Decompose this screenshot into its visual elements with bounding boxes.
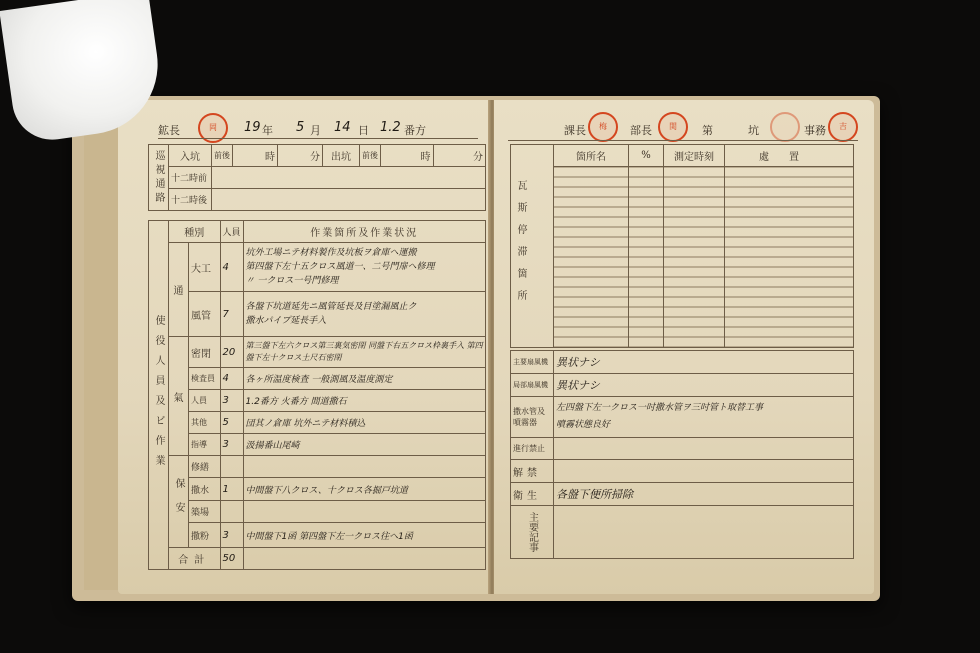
no-entry-label: 進行禁止 <box>511 438 554 460</box>
patrol-row-before-noon: 十二時前 <box>169 167 212 189</box>
worker-work <box>243 501 485 523</box>
gas-time-lines <box>664 167 725 348</box>
worker-type: 人員 <box>189 390 221 412</box>
shift-value: 1.2 <box>380 120 401 135</box>
before-after-exit: 前後 <box>360 145 381 167</box>
before-after-enter: 前後 <box>212 145 233 167</box>
enter-label: 入坑 <box>169 145 212 167</box>
workers-table <box>148 220 486 570</box>
dept-chief-label: 部長 <box>630 124 652 137</box>
worker-type: 検査員 <box>189 368 221 390</box>
worker-type: 密閉 <box>189 337 221 368</box>
patrol-table <box>148 144 486 211</box>
worker-work: 各盤下坑道延先ニ風管延長及目塗漏風止ク 撒水パイプ延長手入 <box>243 292 485 337</box>
worker-count: 4 <box>220 243 243 292</box>
worker-work <box>243 456 485 478</box>
chief-label: 鉱長 <box>158 124 180 137</box>
no-entry-value <box>554 438 854 460</box>
chief-seal: 岡 <box>198 113 228 143</box>
day-unit: 日 <box>358 124 369 137</box>
minute-label-exit: 分 <box>433 145 486 167</box>
exit-label: 出坑 <box>323 145 360 167</box>
worker-work: 第三盤下左六クロス第三裏気密閉 同盤下右五クロス枠裏手入 第四盤下左十クロス土尺石密閉 <box>243 337 485 368</box>
sprinkler-label: 撒水管及噴霧器 <box>511 397 554 438</box>
worker-work: 団其ノ倉庫 坑外ニテ材料積込 <box>243 412 485 434</box>
worker-count: 3 <box>220 434 243 456</box>
patrol-section-label: 巡視通路 <box>149 145 169 211</box>
worker-type: 撒水 <box>189 478 221 501</box>
col-count-header: 人員 <box>220 221 243 243</box>
lifted-value <box>554 460 854 483</box>
hour-label-exit: 時 <box>381 145 434 167</box>
worker-count: 3 <box>220 523 243 548</box>
office-label: 事務 <box>804 124 826 137</box>
hygiene-value: 各盤下便所掃除 <box>554 483 854 506</box>
gas-table <box>510 144 854 348</box>
col-action-header: 處置 <box>725 145 854 167</box>
worker-count <box>220 456 243 478</box>
year-unit: 年 <box>262 124 273 137</box>
lifted-label: 解禁 <box>511 460 554 483</box>
office-seal: 吉 <box>828 112 858 142</box>
worker-work: 中間盤下八クロス、十クロス各掘戸坑道 <box>243 478 485 501</box>
col-work-header: 作業箇所及作業状況 <box>243 221 485 243</box>
col-type-header: 種別 <box>169 221 221 243</box>
group-normal: 通 <box>169 243 189 337</box>
worker-work: 中間盤下1函 第四盤下左一クロス往ヘ1函 <box>243 523 485 548</box>
main-notes-label: 主要記事 <box>511 506 554 559</box>
local-fan-value: 異状ナシ <box>554 374 854 397</box>
total-label: 合計 <box>169 548 221 570</box>
worker-type: 其他 <box>189 412 221 434</box>
gas-percent-lines <box>629 167 664 348</box>
worker-work: 坑外工場ニテ材料製作及坑板ヲ倉庫ヘ運搬 第四盤下左十五クロス風道一、二号門扉ヘ修理 〃 一クロス一号門修理 <box>243 243 485 292</box>
year-value: 19 <box>244 120 261 135</box>
worker-work: 汲揚番山尾崎 <box>243 434 485 456</box>
header-rule <box>158 138 478 139</box>
sprinkler-value: 左四盤下左一クロス一吋撒水管ヲ三吋管ト取替工事 噴霧状態良好 <box>554 397 854 438</box>
gas-section-label: 瓦斯停滞箇所 <box>511 145 554 348</box>
worker-type: 修繕 <box>189 456 221 478</box>
page-edges <box>84 110 119 590</box>
group-air: 氣 <box>169 337 189 456</box>
month-value: 5 <box>296 120 305 135</box>
patrol-row-before-noon-value <box>212 167 486 189</box>
dept-chief-seal: 関 <box>658 112 688 142</box>
section-chief-seal: 梅 <box>588 112 618 142</box>
left-page <box>118 100 490 594</box>
col-place-header: 箇所名 <box>554 145 629 167</box>
worker-type: 築場 <box>189 501 221 523</box>
day-value: 14 <box>334 120 351 135</box>
local-fan-label: 局部扇風機 <box>511 374 554 397</box>
total-work-blank <box>243 548 485 570</box>
number-label: 第 <box>702 124 713 137</box>
workers-section-label: 使役人員及ビ作業 <box>149 221 169 570</box>
col-percent-header: % <box>629 145 664 167</box>
worker-count: 3 <box>220 390 243 412</box>
minute-label-enter: 分 <box>278 145 323 167</box>
main-notes-value <box>554 506 854 559</box>
col-time-header: 測定時刻 <box>664 145 725 167</box>
status-table <box>510 350 854 559</box>
worker-work: 1.2番方 火番方 間道撒石 <box>243 390 485 412</box>
main-fan-value: 異状ナシ <box>554 351 854 374</box>
gas-place-lines <box>554 167 629 348</box>
group-maintenance: 保安 <box>169 456 189 548</box>
worker-count: 1 <box>220 478 243 501</box>
hour-label-enter: 時 <box>233 145 278 167</box>
worker-type: 風管 <box>189 292 221 337</box>
month-unit: 月 <box>310 124 321 137</box>
worker-type: 指導 <box>189 434 221 456</box>
section-chief-label: 課長 <box>564 124 586 137</box>
worker-count: 5 <box>220 412 243 434</box>
worker-count: 4 <box>220 368 243 390</box>
header-rule <box>508 140 858 141</box>
mine-label: 坑 <box>748 124 759 137</box>
shift-unit: 番方 <box>404 124 426 137</box>
faded-seal <box>770 112 800 142</box>
worker-count: 7 <box>220 292 243 337</box>
worker-type: 撒粉 <box>189 523 221 548</box>
main-fan-label: 主要扇風機 <box>511 351 554 374</box>
worker-work: 各ヶ所温度検査 一般測風及温度測定 <box>243 368 485 390</box>
hygiene-label: 衛生 <box>511 483 554 506</box>
total-value: 50 <box>220 548 243 570</box>
worker-count: 20 <box>220 337 243 368</box>
gas-action-lines <box>725 167 854 348</box>
patrol-row-after-noon: 十二時後 <box>169 189 212 211</box>
worker-count <box>220 501 243 523</box>
worker-type: 大工 <box>189 243 221 292</box>
right-page <box>494 100 874 594</box>
patrol-row-after-noon-value <box>212 189 486 211</box>
